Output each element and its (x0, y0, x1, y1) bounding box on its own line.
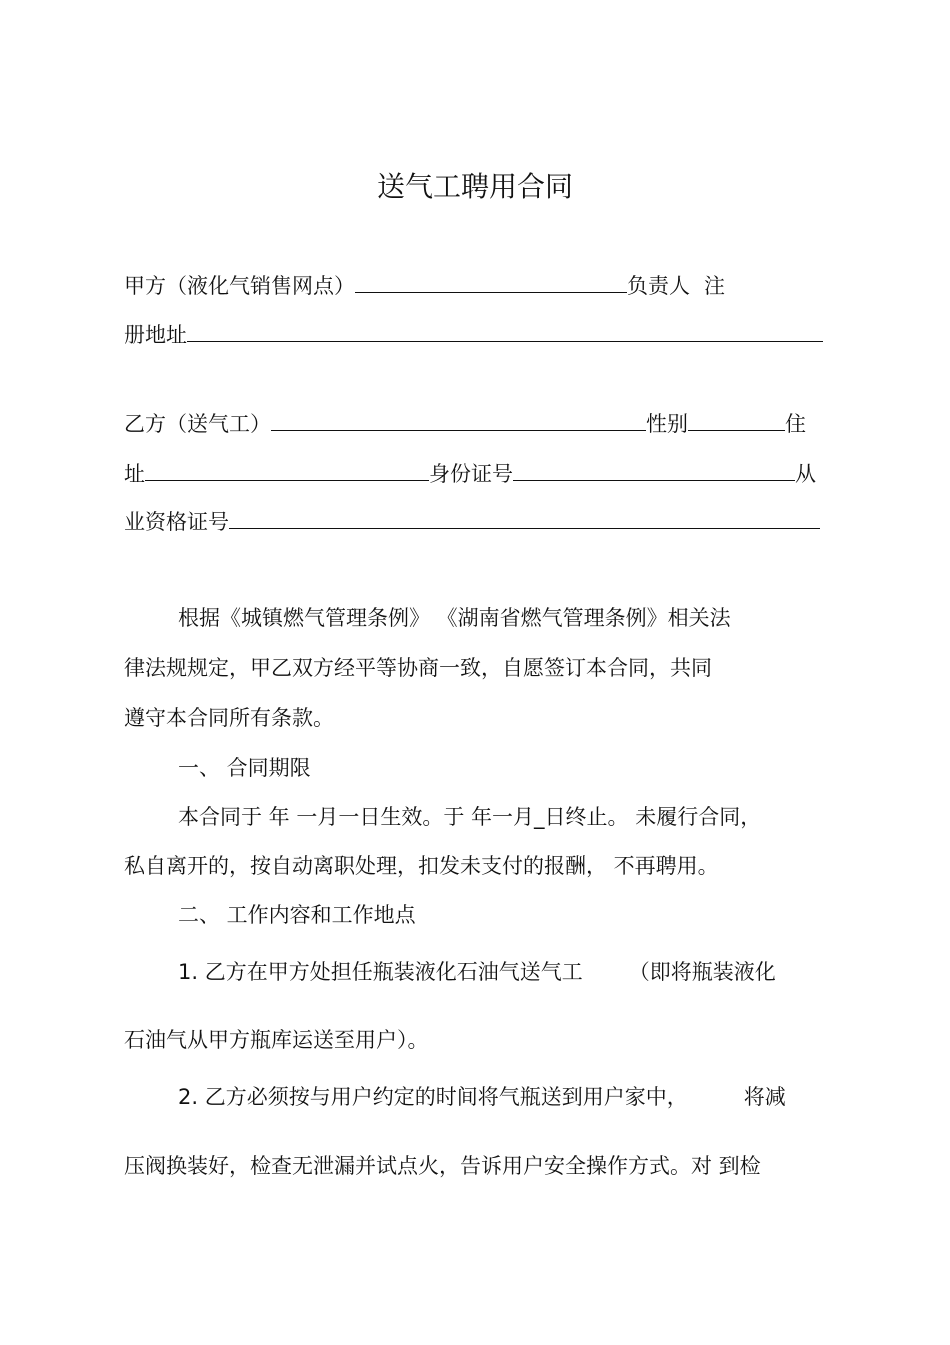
party-a-row (124, 272, 725, 299)
party-b-address-row (124, 460, 816, 487)
party-a-label: 甲方（液化气销售网点） (124, 274, 355, 298)
document-title: 送气工聘用合同 (376, 170, 573, 203)
party-b-gender-label: 性别 (646, 412, 688, 436)
section-1-paragraph-line-1: 本合同于 年 一月一日生效。于 年一月_日终止。 未履行合同， (178, 805, 762, 829)
intro-line-3: 遵守本合同所有条款。 (124, 706, 334, 730)
party-a-leader-label: 负责人 (627, 274, 690, 298)
party-b-qualification-label-end: 业资格证号 (124, 510, 229, 534)
party-b-name-blank (271, 410, 646, 431)
section-2-item-2-line-2: 压阀换装好，检查无泄漏并试点火，告诉用户安全操作方式。对 到检 (124, 1154, 761, 1178)
section-2-item-1-line-1 (178, 959, 776, 985)
section-1-paragraph-line-2: 私自离开的，按自动离职处理，扣发未支付的报酬， 不再聘用。 (124, 854, 719, 878)
party-b-qualification-label-start: 从 (795, 462, 816, 486)
party-b-address-label-start: 住 (785, 412, 806, 436)
section-2-item-1-line-2: 石油气从甲方瓶库运送至用户）。 (124, 1028, 429, 1052)
section-1-heading: 一、 合同期限 (178, 756, 311, 780)
intro-line-2: 律法规规定，甲乙双方经平等协商一致，自愿签订本合同，共同 (124, 656, 712, 680)
party-b-qualification-blank (229, 508, 820, 529)
party-b-id-label: 身份证号 (429, 462, 513, 486)
party-b-id-blank (513, 460, 795, 481)
section-2-item-2-line-1 (178, 1084, 786, 1110)
section-2-heading: 二、 工作内容和工作地点 (178, 903, 416, 927)
section-2-item-2-text-a: 2. 乙方必须按与用户约定的时间将气瓶送到用户家中， (178, 1085, 688, 1109)
party-b-address-label-end: 址 (124, 462, 145, 486)
party-a-address-row (124, 321, 823, 348)
party-a-name-blank (355, 272, 627, 293)
party-b-qualification-row (124, 508, 820, 535)
party-b-address-blank (145, 460, 429, 481)
party-a-address-label-start: 注 (704, 274, 725, 298)
party-b-label: 乙方（送气工） (124, 412, 271, 436)
section-2-item-2-text-b: 将减 (743, 1085, 786, 1109)
party-b-row (124, 410, 806, 437)
party-a-address-label-end: 册地址 (124, 323, 187, 347)
section-2-item-1-text-a: 1. 乙方在甲方处担任瓶装液化石油气送气工 (178, 960, 583, 984)
party-b-gender-blank (688, 410, 785, 431)
party-a-address-blank (187, 321, 823, 342)
section-2-item-1-text-b: （即将瓶装液化 (628, 960, 776, 984)
intro-line-1: 根据《城镇燃气管理条例》 《湖南省燃气管理条例》相关法 (178, 606, 731, 630)
